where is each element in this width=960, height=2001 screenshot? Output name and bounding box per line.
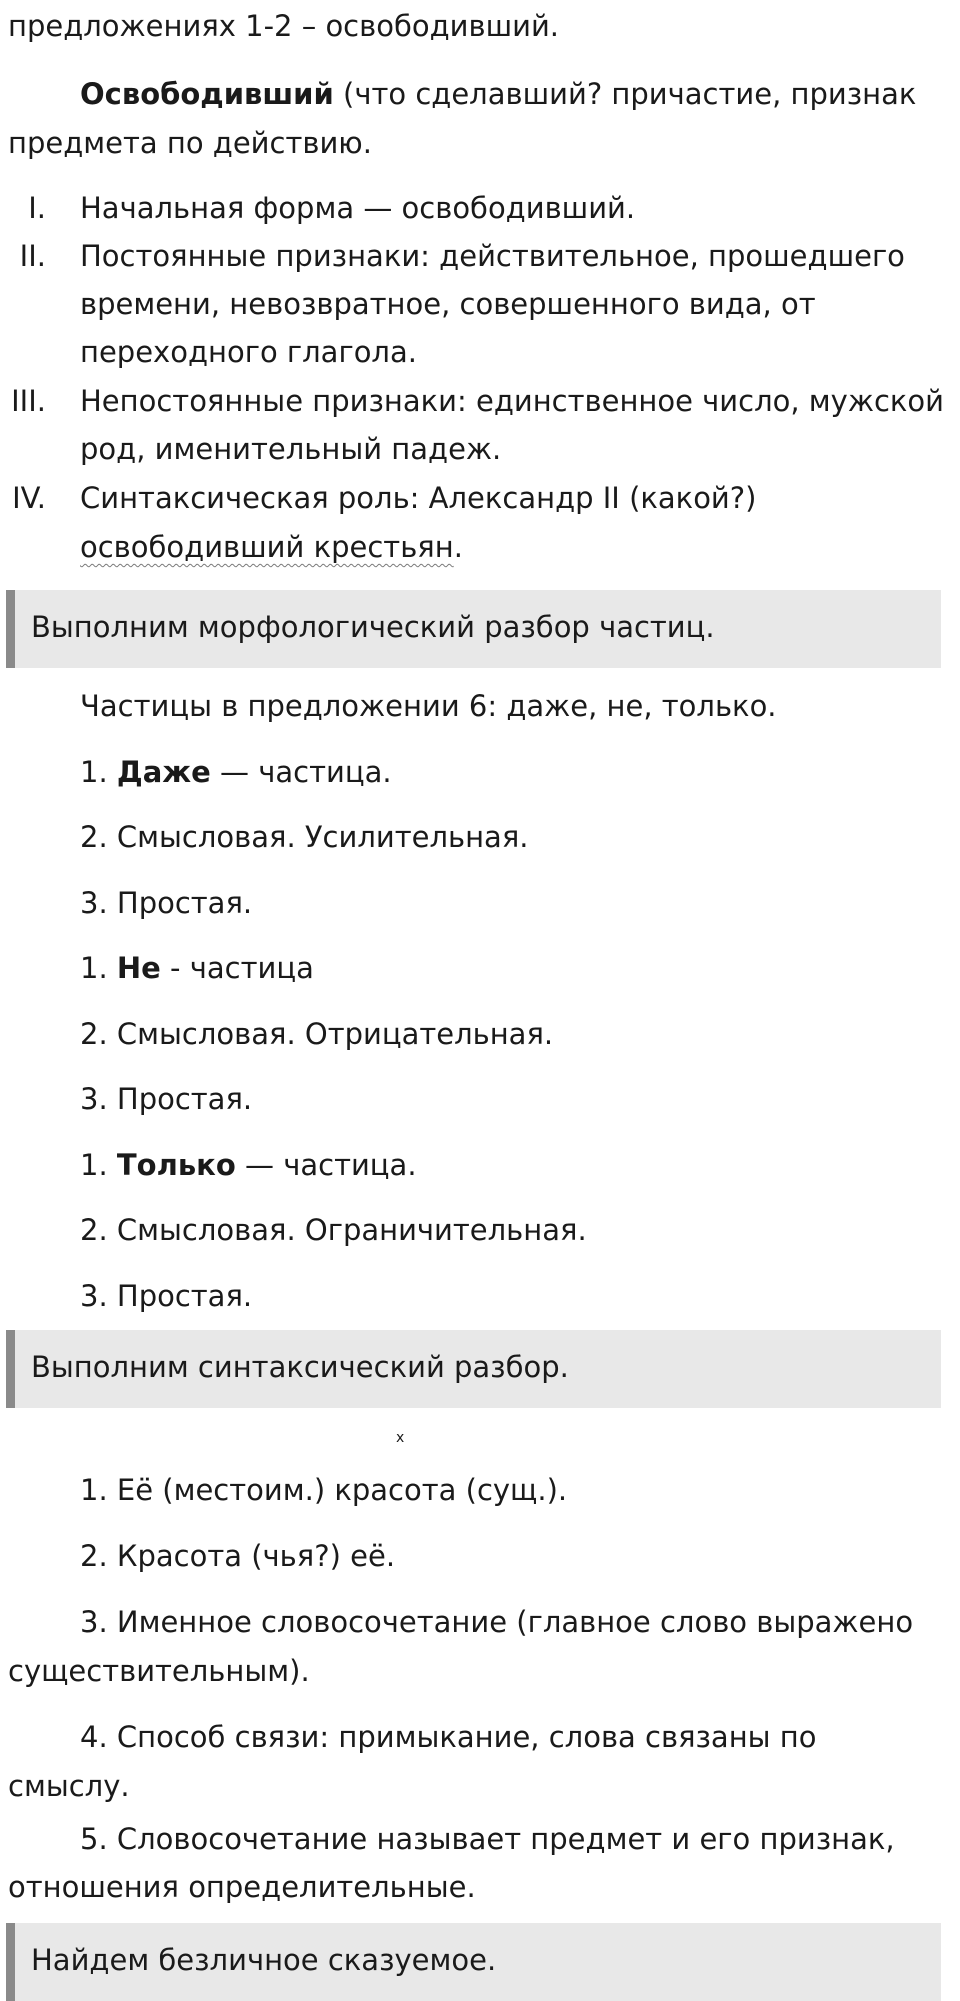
particles-intro: Частицы в предложении 6: даже, не, только. — [80, 689, 777, 723]
section-band-particles — [6, 590, 941, 668]
particle-2-heading — [80, 951, 314, 985]
particle-1-meaning: 2. Смысловая. Усилительная. — [80, 820, 529, 854]
section-band-syntax — [6, 1330, 941, 1408]
syntax-step-5: 5. Словосочетание называет предмет и его признак, — [80, 1822, 895, 1856]
particle-3-meaning: 2. Смысловая. Ограничительная. — [80, 1213, 587, 1247]
syntax-step-2: 2. Красота (чья?) её. — [80, 1539, 396, 1573]
feature-4-number: IV. — [12, 481, 46, 515]
intro-line: предложениях 1-2 – освободивший. — [8, 9, 560, 43]
feature-3-number: III. — [11, 384, 46, 418]
particle-2-structure: 3. Простая. — [80, 1082, 253, 1116]
particle-word: Даже — [116, 755, 211, 789]
particle-label: — частица. — [235, 1148, 417, 1182]
participle-word: Освободивший — [80, 77, 334, 111]
feature-2-text-cont: переходного глагола. — [80, 335, 417, 369]
syntax-step-3-cont: существительным). — [8, 1654, 310, 1688]
feature-1-number: I. — [28, 191, 46, 225]
particle-2-meaning: 2. Смысловая. Отрицательная. — [80, 1017, 554, 1051]
feature-2-text: Постоянные признаки: действительное, прошедшего — [80, 239, 905, 273]
list-number: 1. — [80, 951, 117, 985]
list-number: 1. — [80, 1148, 117, 1182]
particle-1-structure: 3. Простая. — [80, 886, 253, 920]
particle-1-heading — [80, 755, 392, 789]
particle-label: — частица. — [210, 755, 392, 789]
particle-3-structure: 3. Простая. — [80, 1279, 253, 1313]
feature-4-period: . — [453, 530, 463, 564]
syntax-step-1: 1. Её (местоим.) красота (сущ.). — [80, 1473, 568, 1507]
feature-4-text-cont — [80, 530, 463, 564]
feature-4-text: Синтаксическая роль: Александр II (какой?) — [80, 481, 757, 515]
particle-word: Не — [116, 951, 161, 985]
section-heading-impersonal: Найдем безличное сказуемое. — [31, 1943, 497, 1977]
syntax-step-4: 4. Способ связи: примыкание, слова связаны по — [80, 1720, 817, 1754]
syntax-step-3: 3. Именное словосочетание (главное слово выражено — [80, 1605, 914, 1639]
section-band-impersonal — [6, 1923, 941, 2001]
syntax-step-4-cont: смыслу. — [8, 1769, 130, 1803]
small-x-mark: x — [396, 1430, 405, 1446]
section-heading-particles: Выполним морфологический разбор частиц. — [31, 610, 715, 644]
participle-heading — [80, 77, 917, 111]
spellcheck-underlined-phrase: освободивший крестьян — [80, 530, 454, 564]
feature-2-text-cont: времени, невозвратное, совершенного вида, от — [80, 287, 816, 321]
feature-1-text: Начальная форма — освободивший. — [80, 191, 636, 225]
particle-3-heading — [80, 1148, 417, 1182]
section-heading-syntax: Выполним синтаксический разбор. — [31, 1350, 569, 1384]
participle-description-cont: предмета по действию. — [8, 126, 372, 160]
syntax-step-5-cont: отношения определительные. — [8, 1870, 476, 1904]
list-number: 1. — [80, 755, 117, 789]
feature-3-text-cont: род, именительный падеж. — [80, 432, 502, 466]
feature-2-number: II. — [19, 239, 46, 273]
particle-word: Только — [116, 1148, 236, 1182]
participle-description: (что сделавший? причастие, признак — [333, 77, 917, 111]
particle-label: - частица — [160, 951, 314, 985]
feature-3-text: Непостоянные признаки: единственное число, мужской — [80, 384, 945, 418]
